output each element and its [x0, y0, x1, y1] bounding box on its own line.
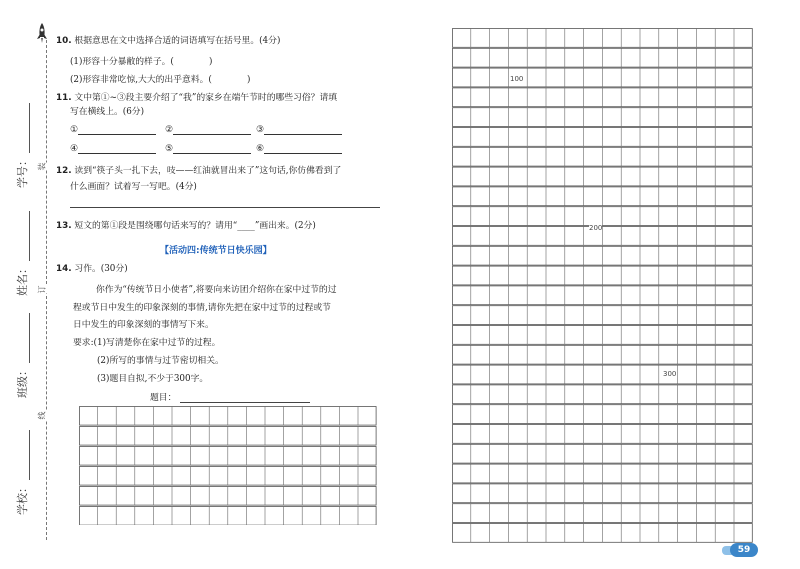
word-count-mark-100: 100 [510, 75, 524, 83]
question-13: 13. 短文的第①段是围绕哪句话来写的？请用“____”画出来。(2分) [56, 221, 316, 231]
right-grid-row[interactable] [453, 385, 753, 404]
question-11: 11. 文中第①~③段主要介绍了“我”的家乡在端午节时的哪些习俗？请填 [56, 93, 338, 103]
question-12: 12. 读到“筷子头一扎下去，吱——红油就冒出来了”这句话,你仿佛看到了 [56, 166, 342, 176]
right-grid-row[interactable] [453, 128, 753, 147]
right-grid-row[interactable] [453, 147, 753, 166]
q14-requirement-3: (3)题目自拟,不少于300字。 [97, 374, 209, 384]
q11-answer-6[interactable]: ⑥ [256, 144, 342, 154]
right-grid-row[interactable] [453, 29, 753, 48]
question-10: 10. 根据意思在文中选择合适的词语填写在括号里。(4分) [56, 36, 281, 46]
class-field: 班级： [14, 313, 30, 398]
right-grid-row[interactable] [453, 286, 753, 305]
right-grid-row[interactable] [453, 365, 753, 384]
page-number: 59 [730, 543, 758, 557]
q11-answer-5[interactable]: ⑤ [165, 144, 251, 154]
q12-answer-line[interactable] [70, 207, 380, 208]
right-grid-row[interactable] [453, 68, 753, 87]
q14-prompt-line-2: 程或节日中发生的印象深刻的事情,请你先把在家中过节的过程或节 [73, 303, 331, 313]
left-grid-row[interactable] [80, 487, 377, 506]
essay-writing-grid-left[interactable] [79, 406, 377, 525]
right-grid-row[interactable] [453, 48, 753, 67]
q10-part-2: (2)形容非常吃惊,大大的出乎意料。( ) [70, 75, 251, 85]
left-grid-row[interactable] [80, 467, 377, 486]
q14-requirement-2: (2)所写的事情与过节密切相关。 [97, 356, 224, 366]
q11-answer-3[interactable]: ③ [256, 125, 342, 135]
left-grid-row[interactable] [80, 427, 377, 446]
essay-title-field[interactable]: 题目： [150, 390, 310, 403]
student-name-field: 姓名： [14, 211, 30, 296]
q11-answer-4[interactable]: ④ [70, 144, 156, 154]
right-grid-row[interactable] [453, 306, 753, 325]
right-grid-row[interactable] [453, 187, 753, 206]
q14-prompt-line-3: 日中发生的印象深刻的事情写下来。 [73, 320, 214, 330]
right-grid-row[interactable] [453, 326, 753, 345]
question-14: 14. 习作。(30分) [56, 264, 128, 274]
right-grid-row[interactable] [453, 345, 753, 364]
right-grid-row[interactable] [453, 227, 753, 246]
right-grid-row[interactable] [453, 266, 753, 285]
activity-heading: 【活动四:传统节日快乐园】 [160, 246, 272, 256]
q14-prompt-line-1: 你作为“传统节日小使者”,将要向来访团介绍你在家中过节的过 [96, 285, 337, 295]
binding-mark-ding: 订 [37, 285, 47, 294]
q10-part-1: (1)形容十分暴敝的样子。( ) [70, 57, 213, 67]
school-field: 学校： [14, 430, 30, 515]
right-grid-row[interactable] [453, 405, 753, 424]
binding-mark-zhuang: 装 [37, 162, 47, 171]
word-count-mark-300: 300 [663, 370, 677, 378]
q14-requirement-1: 要求:(1)写清楚你在家中过节的过程。 [73, 338, 221, 348]
student-id-field: 学号： [14, 103, 30, 188]
question-12-line2: 什么画面？试着写一写吧。(4分) [70, 182, 197, 192]
left-grid-row[interactable] [80, 407, 377, 426]
right-grid-row[interactable] [453, 444, 753, 463]
right-grid-row[interactable] [453, 246, 753, 265]
binding-mark-xian: 线 [37, 411, 47, 420]
right-grid-row[interactable] [453, 484, 753, 503]
right-grid-row[interactable] [453, 524, 753, 543]
q11-answer-1[interactable]: ① [70, 125, 156, 135]
right-grid-row[interactable] [453, 425, 753, 444]
right-grid-row[interactable] [453, 167, 753, 186]
right-grid-row[interactable] [453, 207, 753, 226]
question-11-line2: 写在横线上。(6分) [70, 107, 145, 117]
left-grid-row[interactable] [80, 447, 377, 466]
word-count-mark-200: 200 [589, 224, 603, 232]
right-grid-row[interactable] [453, 504, 753, 523]
q11-answer-2[interactable]: ② [165, 125, 251, 135]
left-grid-row[interactable] [80, 507, 377, 526]
right-grid-row[interactable] [453, 88, 753, 107]
right-grid-row[interactable] [453, 108, 753, 127]
essay-writing-grid-right[interactable] [452, 28, 754, 544]
right-grid-row[interactable] [453, 464, 753, 483]
